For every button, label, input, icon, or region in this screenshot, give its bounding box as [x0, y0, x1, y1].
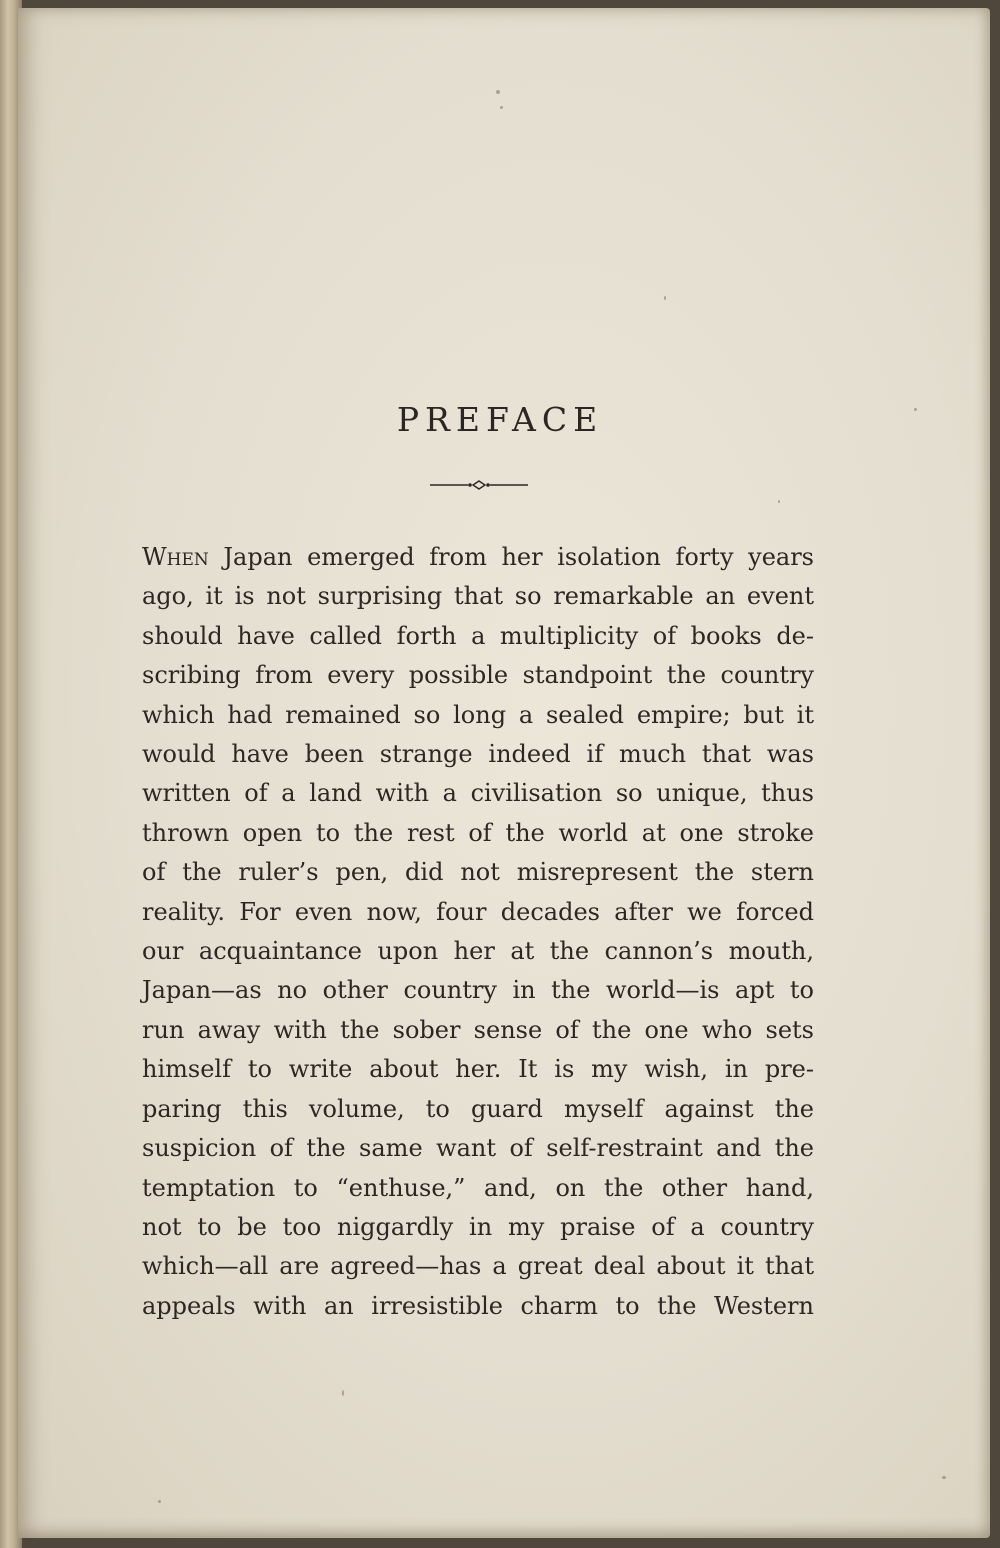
page-sheet	[18, 8, 990, 1538]
opening-word: When	[142, 543, 209, 571]
text-line: paring this volume, to guard myself against the	[142, 1094, 814, 1123]
text-line: suspicion of the same want of self-restraint and the	[142, 1134, 814, 1163]
text-line: not to be too niggardly in my praise of a country	[142, 1212, 814, 1241]
text-line	[142, 538, 814, 577]
text-line: Japan—as no other country in the world—is apt to	[142, 976, 814, 1005]
text-line: himself to write about her. It is my wish, in pre-	[142, 1055, 814, 1084]
paper-speck	[500, 106, 503, 109]
paper-speck	[778, 500, 780, 503]
paper-speck	[664, 296, 666, 300]
text-line: should have called forth a multiplicity of books de-	[142, 621, 814, 650]
text-line: written of a land with a civilisation so unique, thus	[142, 779, 814, 808]
text-line: of the ruler’s pen, did not misrepresent the stern	[142, 858, 814, 887]
preface-paragraph	[142, 538, 814, 1326]
ornamental-rule-icon	[430, 478, 528, 492]
text-line: ago, it is not surprising that so remarkable an event	[142, 582, 814, 611]
text-line: thrown open to the rest of the world at one stroke	[142, 818, 814, 847]
paper-speck	[496, 90, 500, 94]
page-title: PREFACE	[396, 400, 604, 439]
text-line: which—all are agreed—has a great deal about it that	[142, 1252, 814, 1281]
text-line: would have been strange indeed if much that was	[142, 740, 814, 769]
text-line: our acquaintance upon her at the cannon’s mouth,	[142, 937, 814, 966]
text-line: temptation to “enthuse,” and, on the other hand,	[142, 1173, 814, 1202]
text-line: which had remained so long a sealed empire; but it	[142, 700, 814, 729]
text-line: appeals with an irresistible charm to the Western	[142, 1291, 814, 1320]
paper-speck	[942, 1476, 946, 1479]
text-line: scribing from every possible standpoint the country	[142, 661, 814, 690]
text-line: run away with the sober sense of the one who sets	[142, 1015, 814, 1044]
paper-speck	[342, 1390, 344, 1396]
text-line: reality. For even now, four decades after we forced	[142, 897, 814, 926]
text-line-rest: Japan emerged from her isolation forty years	[208, 543, 814, 571]
paper-speck	[158, 1500, 161, 1503]
